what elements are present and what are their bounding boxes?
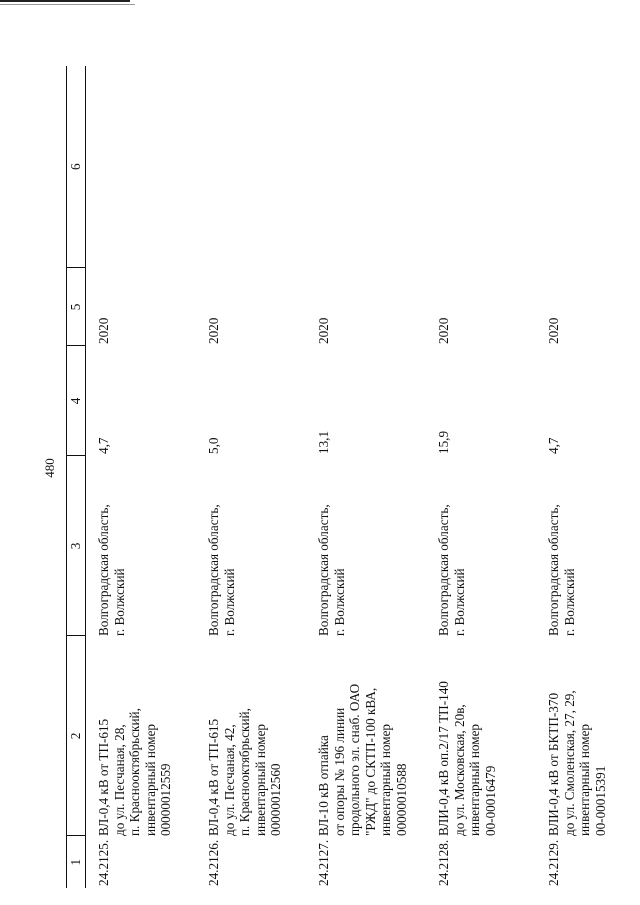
table-row <box>196 66 306 888</box>
cell-line: г. Волжский <box>331 568 347 636</box>
header-row <box>67 66 86 888</box>
cell-line: Волгоградская область, <box>316 504 331 636</box>
cell-line: Волгоградская область, <box>206 504 221 636</box>
object-extra <box>196 66 306 268</box>
header-col-4: 4 <box>67 346 86 456</box>
cell-line: п. Краснооктябрьский, <box>237 708 253 836</box>
cell-line: г. Волжский <box>561 568 577 636</box>
cell-line: до ул. Московская, 20в, <box>451 704 467 836</box>
page-number-text: 480 <box>42 458 57 478</box>
object-year: 2020 <box>546 317 561 344</box>
cell-line: 00-00016479 <box>482 765 498 836</box>
header-col-2: 2 <box>67 636 86 836</box>
object-name <box>306 636 426 836</box>
row-number: 24.2128. <box>436 839 451 886</box>
cell-line: п. Краснооктябрьский, <box>127 708 143 836</box>
cell-line: инвентарный номер <box>577 723 593 836</box>
header-col-3: 3 <box>67 456 86 636</box>
cell-line: 00000010588 <box>393 763 409 836</box>
object-length: 5,0 <box>206 437 221 454</box>
cell-line: 00000012559 <box>158 763 174 836</box>
cell-line: инвентарный номер <box>467 723 483 836</box>
registry-table <box>66 66 640 888</box>
table-row <box>306 66 426 888</box>
cell-line: Волгоградская область, <box>546 504 561 636</box>
object-name <box>86 636 197 836</box>
row-number: 24.2126. <box>206 839 221 886</box>
cell-line: до ул. Песчаная, 42, <box>221 724 237 836</box>
object-year: 2020 <box>316 317 331 344</box>
cell-line: ВЛ-0,4 кВ от ТП-615 <box>206 718 221 836</box>
object-location <box>86 456 197 636</box>
object-extra <box>426 66 536 268</box>
top-rule-thin <box>0 4 135 5</box>
cell-line: инвентарный номер <box>378 723 394 836</box>
top-rule <box>0 0 130 2</box>
object-length: 15,9 <box>436 430 451 454</box>
cell-line: инвентарный номер <box>142 723 158 836</box>
cell-line: г. Волжский <box>111 568 127 636</box>
row-number: 24.2125. <box>96 839 111 886</box>
header-col-6: 6 <box>67 66 86 268</box>
cell-line: г. Волжский <box>221 568 237 636</box>
cell-line: г. Волжский <box>451 568 467 636</box>
header-col-1: 1 <box>67 836 86 888</box>
cell-line: ВЛИ-0,4 кВ от БКТП-370 <box>546 692 561 836</box>
cell-line: от опоры № 196 линии <box>331 707 347 836</box>
cell-line: 00000012560 <box>268 763 284 836</box>
object-length: 4,7 <box>96 437 111 454</box>
object-extra <box>536 66 640 268</box>
table-row <box>536 66 640 888</box>
object-length: 13,1 <box>316 430 331 454</box>
object-name <box>536 636 640 836</box>
rotated-table-container <box>66 66 608 888</box>
cell-line: инвентарный номер <box>252 723 268 836</box>
object-extra <box>306 66 426 268</box>
cell-line: Волгоградская область, <box>436 504 451 636</box>
cell-line: Волгоградская область, <box>96 504 111 636</box>
cell-line: до ул. Смоленская, 27, 29, <box>561 690 577 836</box>
object-length: 4,7 <box>546 437 561 454</box>
object-year: 2020 <box>206 317 221 344</box>
row-number: 24.2127. <box>316 839 331 886</box>
cell-line: ВЛ-10 кВ отпайка <box>316 735 331 836</box>
header-col-5: 5 <box>67 268 86 346</box>
object-location <box>536 456 640 636</box>
object-year: 2020 <box>436 317 451 344</box>
cell-line: ВЛ-0,4 кВ от ТП-615 <box>96 718 111 836</box>
cell-line: "РЖД" до СКТП-100 кВА, <box>362 687 378 836</box>
cell-line: продольного эл. снаб. ОАО <box>347 683 363 836</box>
object-location <box>306 456 426 636</box>
cell-line: до ул. Песчаная, 28, <box>111 724 127 836</box>
object-location <box>426 456 536 636</box>
row-number: 24.2129. <box>546 839 561 886</box>
object-extra <box>86 66 197 268</box>
object-name <box>196 636 306 836</box>
object-year: 2020 <box>96 317 111 344</box>
cell-line: 00-00015391 <box>592 765 608 836</box>
table-body <box>86 66 640 888</box>
cell-line: ВЛИ-0,4 кВ оп.2/17 ТП-140 <box>436 681 451 836</box>
object-location <box>196 456 306 636</box>
object-name <box>426 636 536 836</box>
table-row <box>86 66 197 888</box>
table-row <box>426 66 536 888</box>
